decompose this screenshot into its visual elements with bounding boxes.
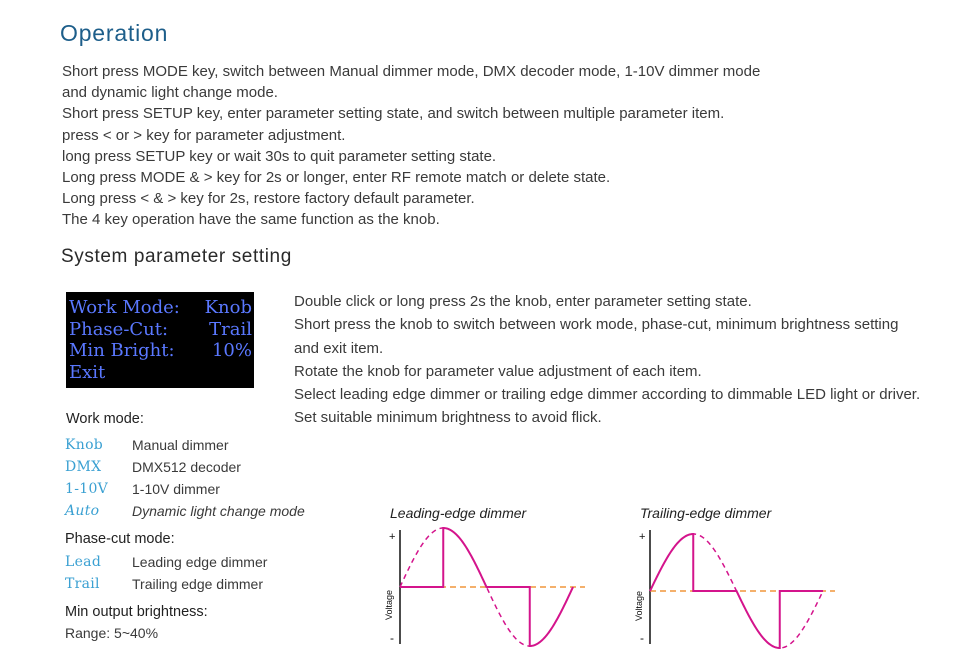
lcd-value: Trail <box>209 318 252 340</box>
lcd-row-min-bright <box>69 340 252 362</box>
trailing-edge-chart <box>625 520 840 650</box>
lcd-row-exit <box>69 362 252 384</box>
phase-desc: Leading edge dimmer <box>132 554 268 570</box>
operation-line: The 4 key operation have the same function as the knob. <box>62 211 440 229</box>
y-tick-plus: + <box>639 531 646 543</box>
y-tick-plus: + <box>389 531 396 543</box>
y-axis-label: Voltage <box>634 590 644 622</box>
phase-key: Lead <box>65 554 102 570</box>
mode-key: Auto <box>65 503 100 519</box>
section-title-system-parameter: System parameter setting <box>61 246 292 267</box>
chart-title-leading: Leading-edge dimmer <box>390 505 527 521</box>
operation-line: Short press MODE key, switch between Manual dimmer mode, DMX decoder mode, 1-10V dimmer mode <box>62 63 761 80</box>
description-line: Set suitable minimum brightness to avoid flick. <box>294 409 602 427</box>
mode-desc: DMX512 decoder <box>132 459 241 475</box>
phase-desc: Trailing edge dimmer <box>132 576 263 592</box>
chart-title-trailing: Trailing-edge dimmer <box>640 505 772 521</box>
parameter-setting-description <box>294 290 959 430</box>
description-line: Select leading edge dimmer or trailing edge dimmer according to dimmable LED light or driver. <box>294 386 921 404</box>
y-tick-minus: - <box>640 631 644 645</box>
description-line: Short press the knob to switch between work mode, phase-cut, minimum brightness setting <box>294 316 899 334</box>
work-mode-title: Work mode: <box>66 411 144 427</box>
operation-line: and dynamic light change mode. <box>62 84 278 102</box>
description-line: Rotate the knob for parameter value adjustment of each item. <box>294 362 702 380</box>
operation-line: Long press < & > key for 2s, restore factory default parameter. <box>62 190 475 208</box>
operation-line: Long press MODE & > key for 2s or longer, enter RF remote match or delete state. <box>62 169 611 187</box>
description-line: Double click or long press 2s the knob, enter parameter setting state. <box>294 293 752 310</box>
operation-line: Short press SETUP key, enter parameter setting state, and switch between multiple parameter item. <box>62 105 725 123</box>
lcd-label: Phase-Cut: <box>69 318 169 340</box>
mode-key: DMX <box>65 459 102 475</box>
min-output-title: Min output brightness: <box>65 604 208 620</box>
lcd-display <box>66 292 254 388</box>
phase-cut-title: Phase-cut mode: <box>65 531 175 547</box>
work-mode-item-1-10v <box>65 479 220 501</box>
operation-instructions <box>62 61 922 231</box>
lcd-label: Exit <box>69 361 106 383</box>
min-output-range: Range: 5~40% <box>65 625 159 641</box>
mode-desc: Manual dimmer <box>132 437 229 453</box>
mode-desc: Dynamic light change mode <box>132 503 305 519</box>
leading-edge-chart <box>375 520 590 650</box>
lcd-label: Work Mode: <box>69 297 180 318</box>
work-mode-item-dmx <box>65 457 241 479</box>
mode-key: Knob <box>65 437 104 453</box>
y-tick-minus: - <box>390 631 394 645</box>
section-title-operation: Operation <box>60 20 169 46</box>
lcd-row-work-mode <box>69 297 252 319</box>
operation-line: long press SETUP key or wait 30s to quit parameter setting state. <box>62 147 497 165</box>
phase-cut-item-trail <box>65 574 263 596</box>
phase-key: Trail <box>65 576 100 592</box>
y-axis-label: Voltage <box>384 589 394 621</box>
lcd-label: Min Bright: <box>69 340 175 361</box>
work-mode-item-knob <box>65 435 228 457</box>
mode-key: 1-10V <box>65 481 109 497</box>
work-mode-item-auto <box>65 501 305 523</box>
lcd-row-phase-cut <box>69 319 252 341</box>
lcd-value: 10% <box>211 340 252 361</box>
description-line: and exit item. <box>294 339 384 357</box>
lcd-value: Knob <box>204 297 252 318</box>
dimmed-waveform <box>400 528 573 646</box>
phase-cut-item-lead <box>65 552 267 574</box>
mode-desc: 1-10V dimmer <box>132 481 220 497</box>
operation-line: press < or > key for parameter adjustment. <box>62 126 346 144</box>
